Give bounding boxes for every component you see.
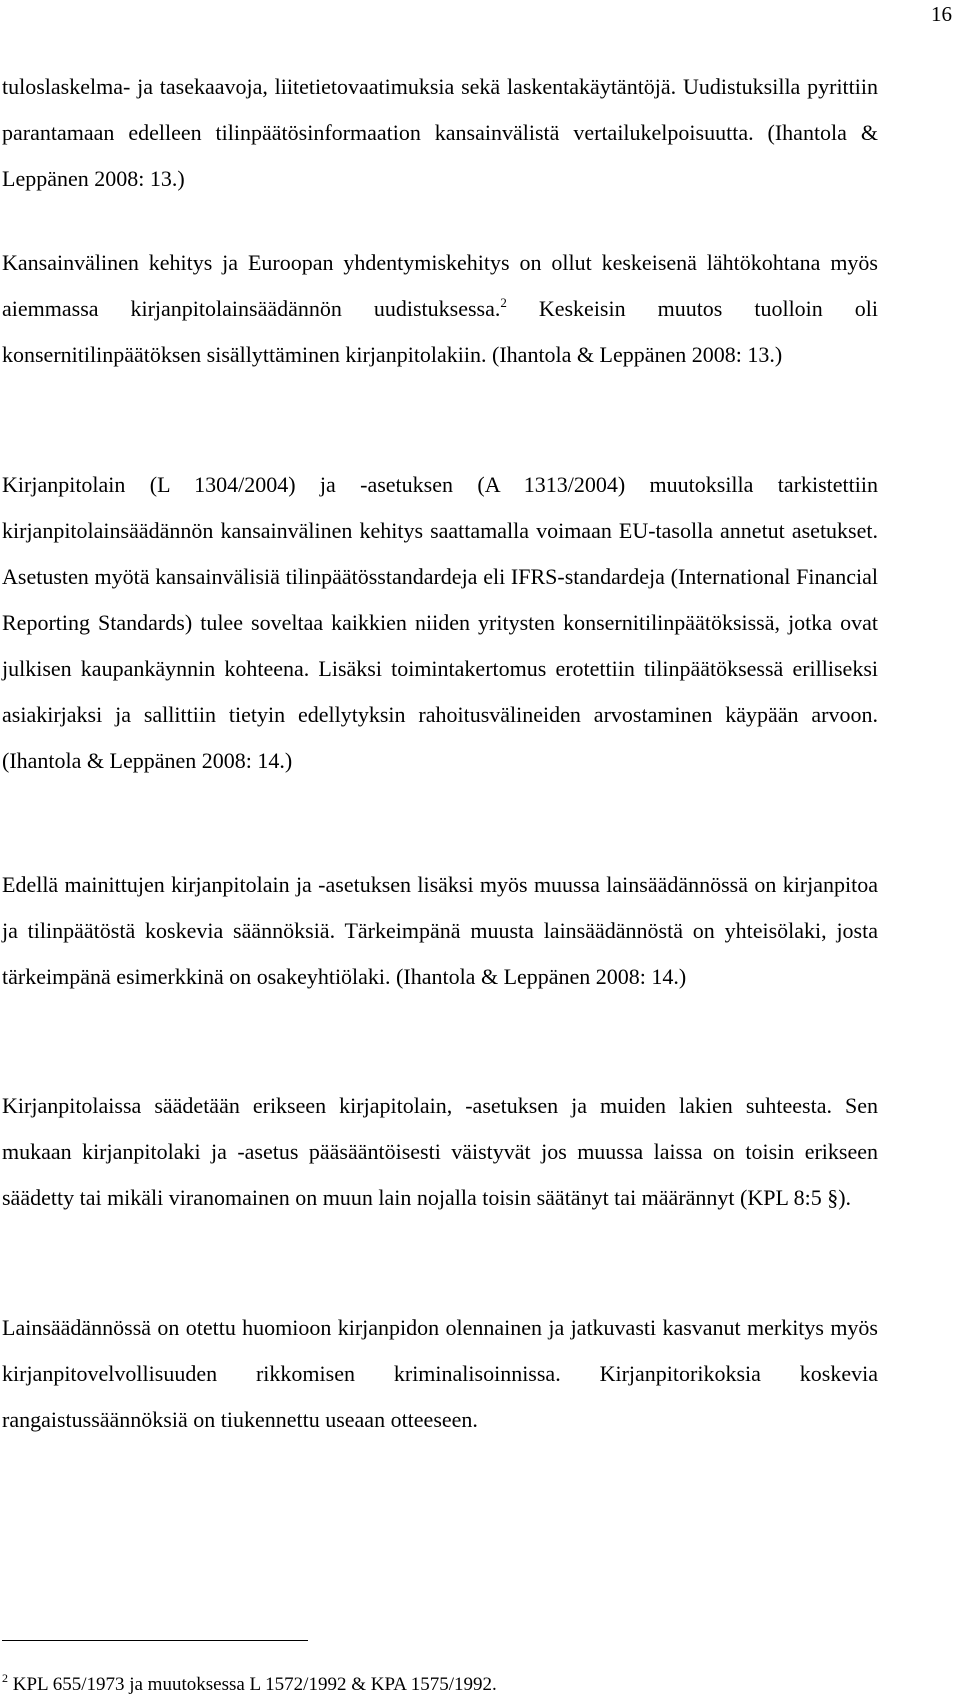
paragraph-3: Kirjanpitolain (L 1304/2004) ja -asetuksen (A 1313/2004) muutoksilla tarkistettiin kirjanpitolainsäädännön kansainvälinen kehitys saattamalla voimaan EU-tasolla annetut asetukset. Asetusten myötä kansainvälisiä tilinpäätösstandardeja eli IFRS-standardeja (International Financial Reporting Standards) tulee soveltaa kaikkien niiden yritysten konsernitilinpäätöksissä, jotka ovat julkisen kaupankäynnin kohteena. Lisäksi toimintakertomus erotettiin tilinpäätöksessä erilliseksi asiakirjaksi ja sallittiin tietyin edellytyksin rahoitusvälineiden arvostaminen käypään arvoon. (Ihantola & Leppänen 2008: 14.): [2, 472, 878, 773]
footnote-text: KPL 655/1973 ja muutoksessa L 1572/1992 & KPA 1575/1992.: [8, 1674, 497, 1695]
paragraph-5: Kirjanpitolaissa säädetään erikseen kirjapitolain, -asetuksen ja muiden lakien suhteesta. Sen mukaan kirjanpitolaki ja -asetus pääsääntöisesti väistyvät jos muussa laissa on toisin erikseen säädetty tai mikäli viranomainen on muun lain nojalla toisin säätänyt tai määrännyt (KPL 8:5 §).: [2, 1093, 878, 1210]
footnote-reference: 2: [500, 295, 507, 310]
paragraph-2-text-start: Kansainvälinen kehitys ja Euroopan yhdentymiskehitys on ollut keskeisenä lähtökohtana myös aiemmassa kirjanpitolainsäädännön uudistuksessa.: [2, 250, 878, 321]
paragraph-2-text-end: Keskeisin muutos tuolloin oli konsernitilinpäätöksen sisällyttäminen kirjanpitolakiin. (Ihantola & Leppänen 2008: 13.): [2, 296, 878, 367]
footnote-divider: [2, 1640, 308, 1641]
footnote-marker: 2: [2, 1671, 8, 1685]
page-number: 16: [931, 2, 952, 26]
paragraph-6: Lainsäädännössä on otettu huomioon kirjanpidon olennainen ja jatkuvasti kasvanut merkitys myös kirjanpitovelvollisuuden rikkomisen kriminalisoinnissa. Kirjanpitorikoksia koskevia rangaistussäännöksiä on tiukennettu useaan otteeseen.: [2, 1315, 878, 1432]
paragraph-4: Edellä mainittujen kirjanpitolain ja -asetuksen lisäksi myös muussa lainsäädännössä on kirjanpitoa ja tilinpäätöstä koskevia säännöksiä. Tärkeimpänä muusta lainsäädännöstä on yhteisölaki, josta tärkeimpänä esimerkkinä on osakeyhtiölaki. (Ihantola & Leppänen 2008: 14.): [2, 872, 878, 989]
paragraph-2: [2, 240, 878, 378]
footnote: [2, 1671, 497, 1696]
paragraph-1: tuloslaskelma- ja tasekaavoja, liitetietovaatimuksia sekä laskentakäytäntöjä. Uudistuksilla pyrittiin parantamaan edelleen tilinpäätösinformaation kansainvälistä vertailukelpoisuutta. (Ihantola & Leppänen 2008: 13.): [2, 74, 878, 191]
